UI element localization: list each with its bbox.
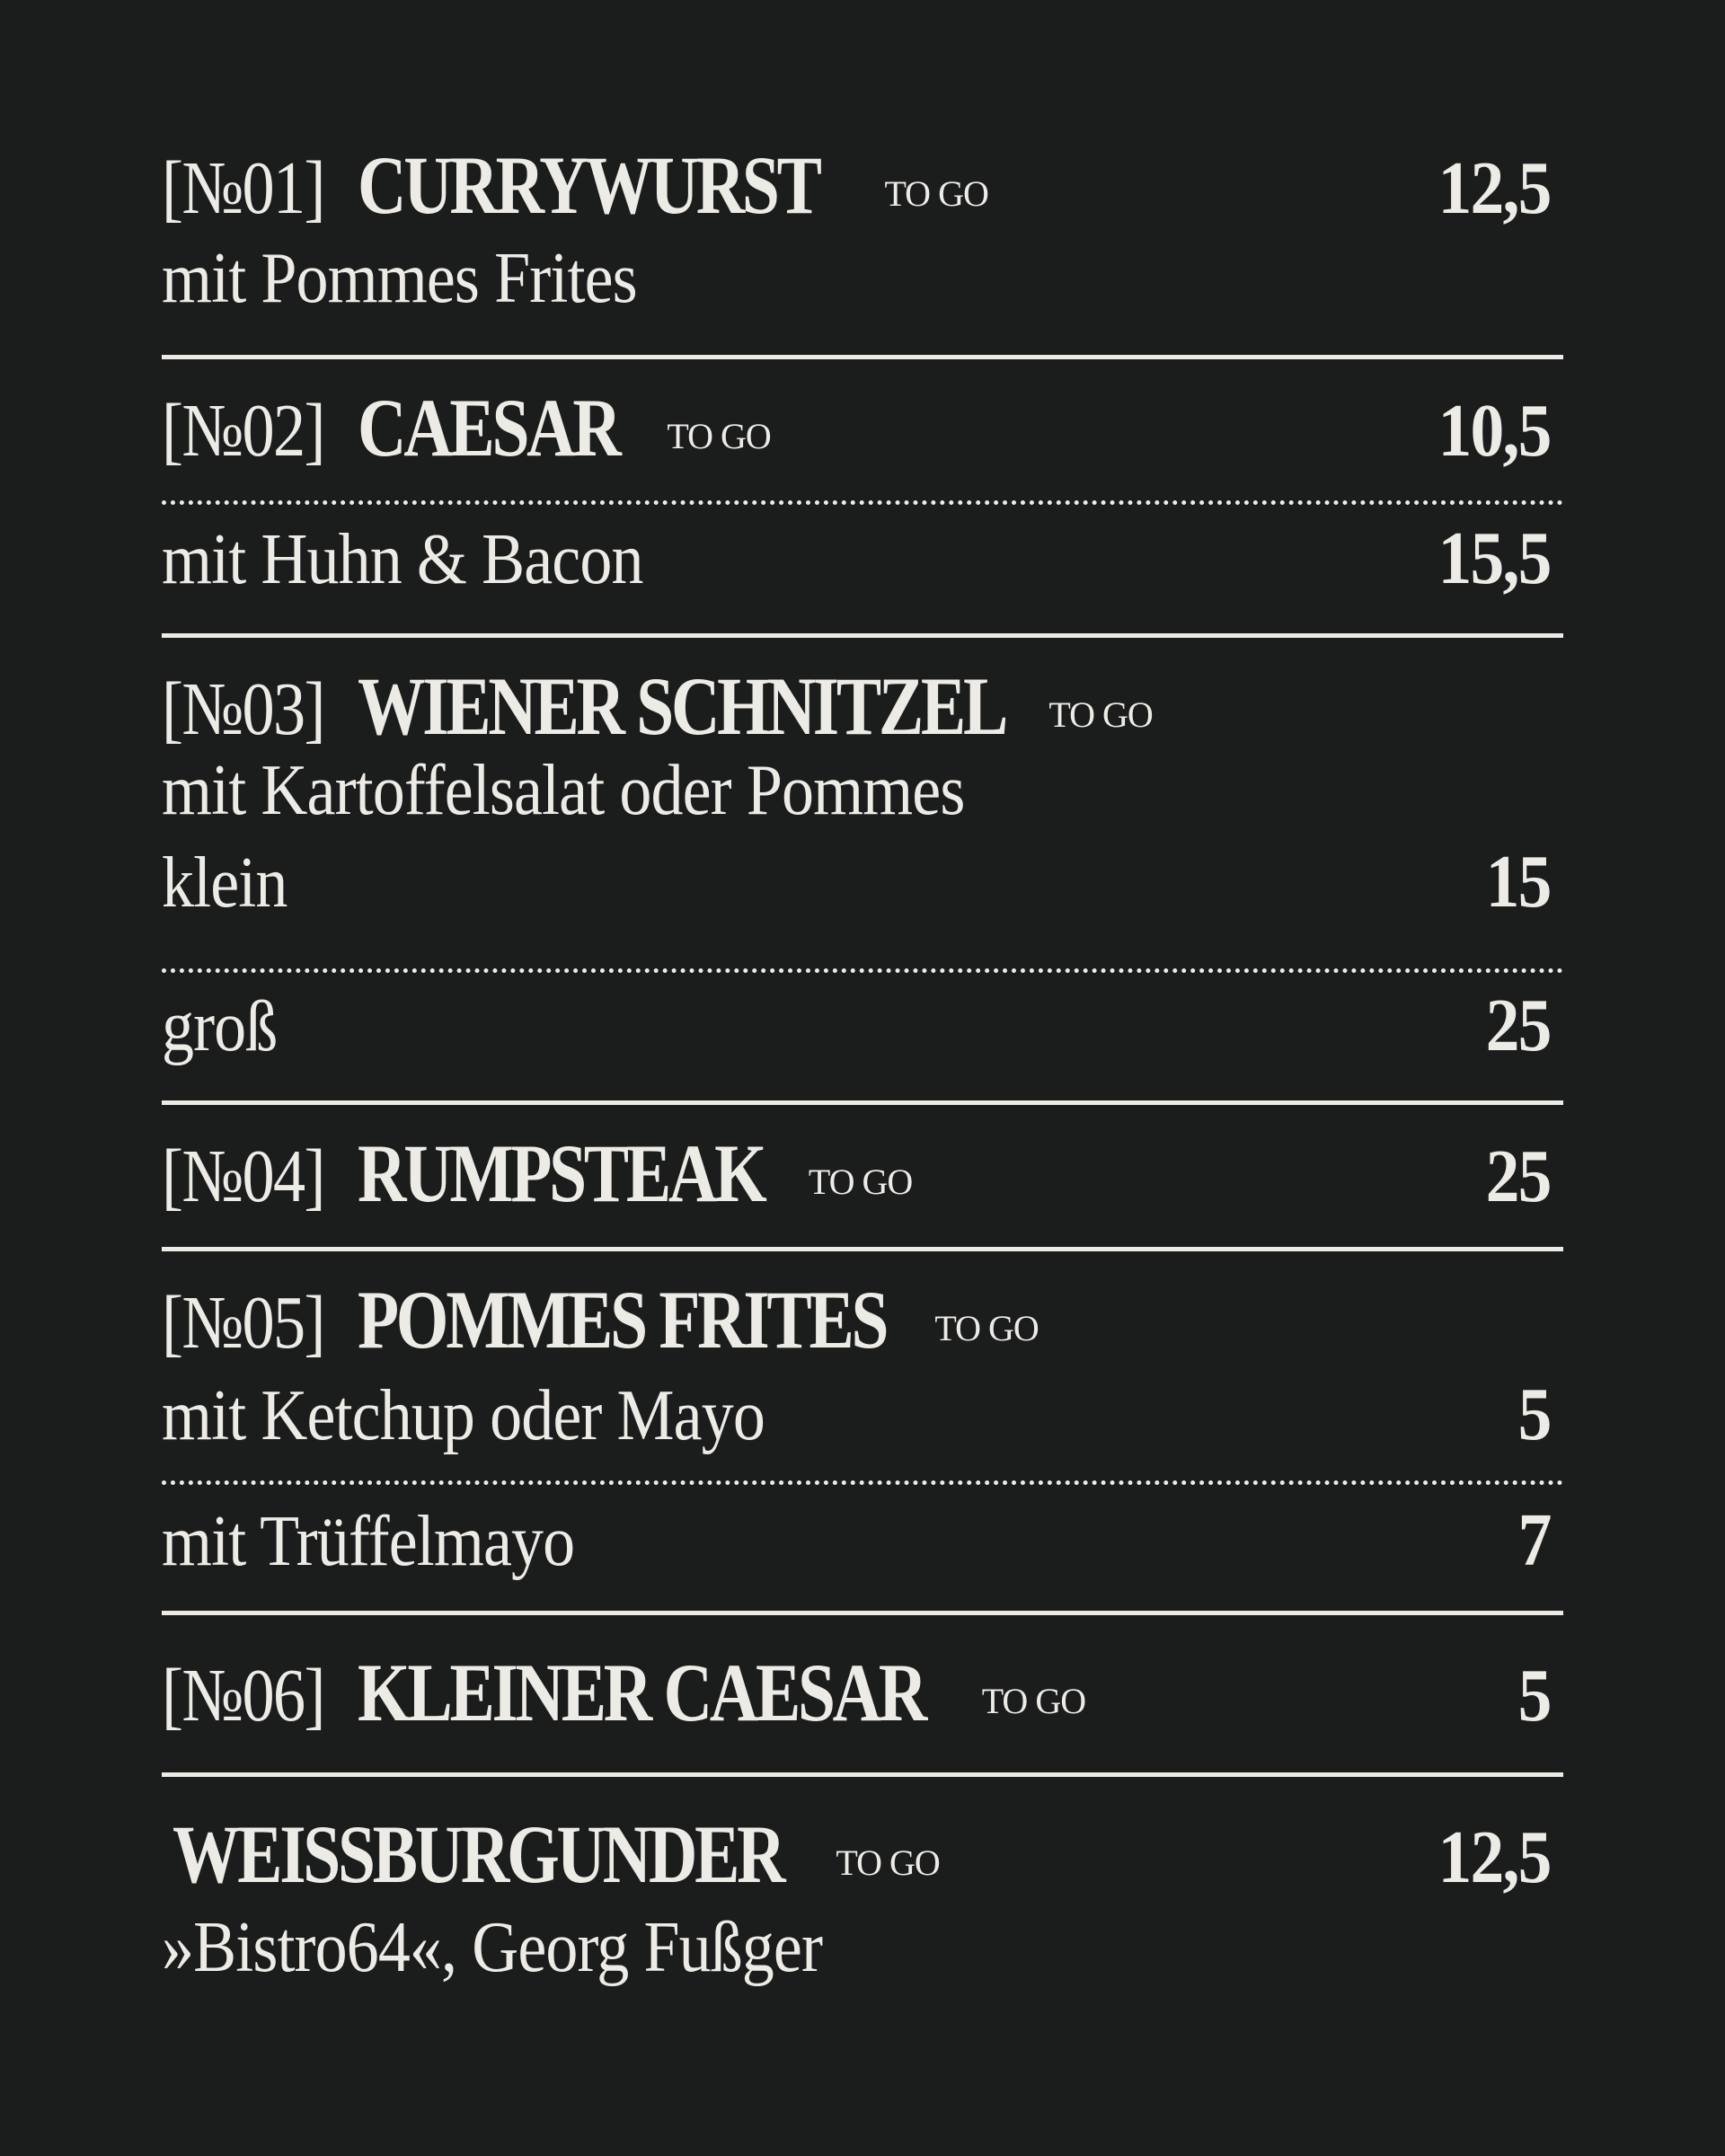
variant-label: mit Ketchup oder Mayo: [162, 1376, 765, 1455]
menu-list: [162, 126, 1563, 2010]
dotted-divider: [162, 968, 1563, 973]
item-price: 12,5: [1438, 1816, 1551, 1899]
item-price: 5: [1517, 1654, 1551, 1737]
menu-item-rumpsteak: [162, 1105, 1563, 1247]
menu-item-kleiner-caesar: [162, 1615, 1563, 1772]
item-name: KLEINER CAESAR: [358, 1647, 925, 1738]
item-name: RUMPSTEAK: [358, 1127, 765, 1219]
togo-label: TO GO: [836, 1842, 940, 1883]
item-subtitle: mit Kartoffelsalat oder Pommes: [162, 751, 965, 830]
item-name: WIENER SCHNITZEL: [358, 660, 1006, 752]
item-name: POMMES FRITES: [358, 1274, 887, 1365]
variant-price: 15,5: [1438, 517, 1551, 600]
item-number: [№03]: [162, 667, 324, 751]
dotted-divider: [162, 1480, 1563, 1485]
menu-item-caesar: [162, 359, 1563, 633]
variant-price: 15: [1485, 840, 1551, 923]
item-price: 12,5: [1438, 146, 1551, 230]
menu-item-wiener-schnitzel: [162, 638, 1563, 1100]
item-name: CAESAR: [358, 382, 619, 473]
togo-label: TO GO: [808, 1162, 913, 1202]
variant-price: 5: [1517, 1373, 1551, 1456]
variant-label: mit Huhn & Bacon: [162, 520, 643, 599]
item-number: [№06]: [162, 1654, 324, 1737]
item-number: [№01]: [162, 146, 324, 230]
togo-label: TO GO: [884, 173, 988, 214]
variant-price: 7: [1517, 1498, 1551, 1582]
togo-label: TO GO: [667, 416, 771, 456]
togo-label: TO GO: [934, 1308, 1039, 1348]
item-name: CURRYWURST: [358, 139, 819, 231]
variant-label: klein: [162, 844, 288, 923]
item-number: [№05]: [162, 1281, 324, 1365]
togo-label: TO GO: [981, 1681, 1086, 1721]
item-number: [№02]: [162, 389, 324, 473]
item-price: 25: [1485, 1135, 1551, 1218]
menu-item-currywurst: [162, 126, 1563, 355]
variant-label: mit Trüffelmayo: [162, 1502, 575, 1581]
item-number: [№04]: [162, 1135, 324, 1218]
variant-price: 25: [1485, 984, 1551, 1067]
togo-label: TO GO: [1048, 694, 1153, 735]
item-subtitle: »Bistro64«, Georg Fußger: [162, 1908, 823, 1987]
dotted-divider: [162, 500, 1563, 505]
item-name: WEISSBURGUNDER: [172, 1808, 783, 1900]
item-price: 10,5: [1438, 389, 1551, 473]
variant-label: groß: [162, 987, 278, 1066]
item-subtitle: mit Pommes Frites: [162, 239, 637, 318]
menu-item-pommes-frites: [162, 1251, 1563, 1611]
menu-item-weissburgunder: [162, 1777, 1563, 2010]
